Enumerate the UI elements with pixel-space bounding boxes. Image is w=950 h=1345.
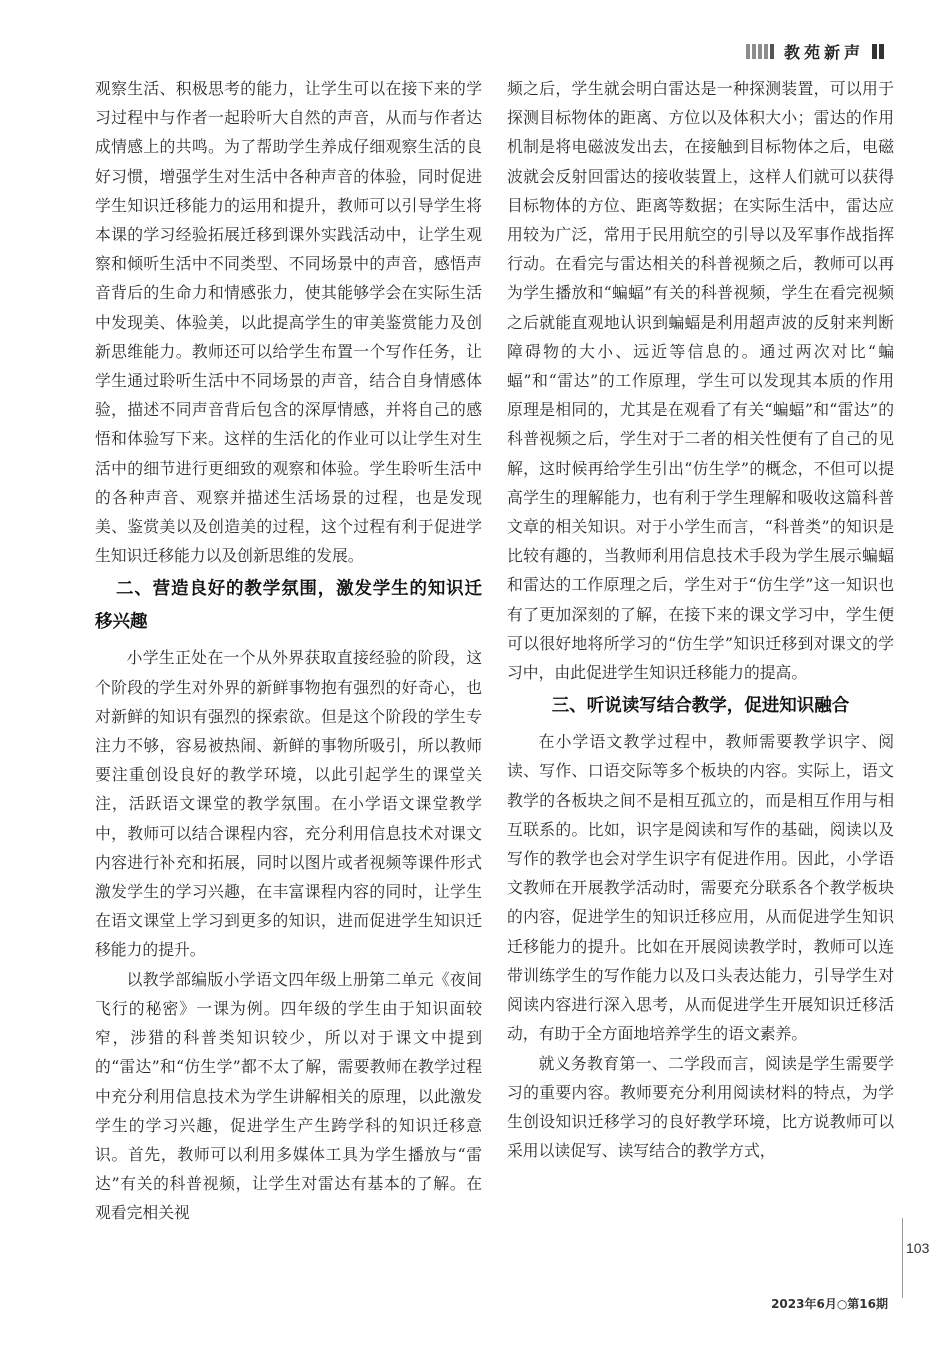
right-column: [507, 74, 894, 1165]
paragraph: 频之后，学生就会明白雷达是一种探测装置，可以用于探测目标物体的距离、方位以及体积大小；雷达的作用机制是将电磁波发出去，在接触到目标物体之后，电磁波就会反射回雷达的接收装置上，这样人们就可以获得目标物体的方位、距离等数据；在实际生活中，雷达应用较为广泛，常用于民用航空的引导以及军事作战指挥行动。在看完与雷达相关的科普视频之后，教师可以再为学生播放和“蝙蝠”有关的科普视频，学生在看完视频之后就能直观地认识到蝙蝠是利用超声波的反射来判断障碍物的大小、远近等信息的。通过两次对比“蝙蝠”和“雷达”的工作原理，学生可以发现其本质的作用原理是相同的，尤其是在观看了有关“蝙蝠”和“雷达”的科普视频之后，学生对于二者的相关性便有了自己的见解，这时候再给学生引出“仿生学”的概念，不但可以提高学生的理解能力，也有利于学生理解和吸收这篇科普文章的相关知识。对于小学生而言，“科普类”的知识是比较有趣的，当教师利用信息技术手段为学生展示蝙蝠和雷达的工作原理之后，学生对于“仿生学”这一知识也有了更加深刻的了解，在接下来的课文学习中，学生便可以很好地将所学习的“仿生学”知识迁移到对课文的学习中，由此促进学生知识迁移能力的提高。: [507, 79, 894, 683]
page-number-rule: [902, 1218, 903, 1298]
section-name: 教苑新声: [783, 42, 864, 62]
paragraph: 观察生活、积极思考的能力，让学生可以在接下来的学习过程中与作者一起聆听大自然的声音，从而与作者达成情感上的共鸣。为了帮助学生养成仔细观察生活的良好习惯，增强学生对生活中各种声音的体验，同时促进学生知识迁移能力的运用和提升，教师可以引导学生将本课的学习经验拓展迁移到课外实践活动中，让学生观察和倾听生活中不同类型、不同场景中的声音，感悟声音背后的生命力和情感张力，使其能够学会在实际生活中发现美、体验美，以此提高学生的审美鉴赏能力及创新思维能力。教师还可以给学生布置一个写作任务，让学生通过聆听生活中不同场景的声音，结合自身情感体验，描述不同声音背后包含的深厚情感，并将自己的感悟和体验写下来。这样的生活化的作业可以让学生对生活中的细节进行更细致的观察和体验。学生聆听生活中的各种声音、观察并描述生活场景的过程，也是发现美、鉴赏美以及创造美的过程，这个过程有利于促进学生知识迁移能力以及创新思维的发展。: [95, 79, 482, 566]
left-column: [95, 74, 482, 1228]
issue-date: 2023年6月○第16期: [771, 1297, 888, 1311]
paragraph: 在小学语文教学过程中，教师需要教学识字、阅读、写作、口语交际等多个板块的内容。实际上，语文教学的各板块之间不是相互孤立的，而是相互作用与相互联系的。比如，识字是阅读和写作的基础，阅读以及写作的教学也会对学生识字有促进作用。因此，小学语文教师在开展教学活动时，需要充分联系各个教学板块的内容，促进学生的知识迁移应用，从而促进学生知识迁移能力的提升。比如在开展阅读教学时，教师可以连带训练学生的写作能力以及口头表达能力，引导学生对阅读内容进行深入思考，从而促进学生开展知识迁移活动，有助于全方面地培养学生的语文素养。: [507, 732, 894, 1044]
paragraph: 就义务教育第一、二学段而言，阅读是学生需要学习的重要内容。教师要充分利用阅读材料的特点，为学生创设知识迁移学习的良好教学环境，比方说教师可以采用以读促写、读写结合的教学方式，: [507, 1053, 894, 1161]
paragraph: 以教学部编版小学语文四年级上册第二单元《夜间飞行的秘密》一课为例。四年级的学生由于知识面较窄，涉猎的科普类知识较少，所以对于课文中提到的“雷达”和“仿生学”都不太了解，需要教师在教学过程中充分利用信息技术为学生讲解相关的原理，以此激发学生的学习兴趣，促进学生产生跨学科的知识迁移意识。首先，教师可以利用多媒体工具为学生播放与“雷达”有关的科普视频，让学生对雷达有基本的了解。在观看完相关视: [95, 969, 482, 1223]
section-heading: 三、听说读写结合教学，促进知识融合: [551, 696, 850, 717]
page-number: 103: [906, 1240, 930, 1256]
section-heading: 二、营造良好的教学氛围，激发学生的知识迁移兴趣: [95, 579, 482, 633]
paragraph: 小学生正处在一个从外界获取直接经验的阶段，这个阶段的学生对外界的新鲜事物抱有强烈的好奇心，也对新鲜的知识有强烈的探索欲。但是这个阶段的学生专注力不够，容易被热闹、新鲜的事物所吸引，所以教师要注重创设良好的教学环境，以此引起学生的课堂关注，活跃语文课堂的教学氛围。在小学语文课堂教学中，教师可以结合课程内容，充分利用信息技术对课文内容进行补充和拓展，同时以图片或者视频等课件形式激发学生的学习兴趣，在丰富课程内容的同时，让学生在语文课堂上学习到更多的知识，进而促进学生知识迁移能力的提升。: [95, 648, 482, 960]
header-bars-right: [870, 44, 884, 59]
header-bars-left: [746, 44, 776, 59]
running-header: [746, 40, 884, 62]
